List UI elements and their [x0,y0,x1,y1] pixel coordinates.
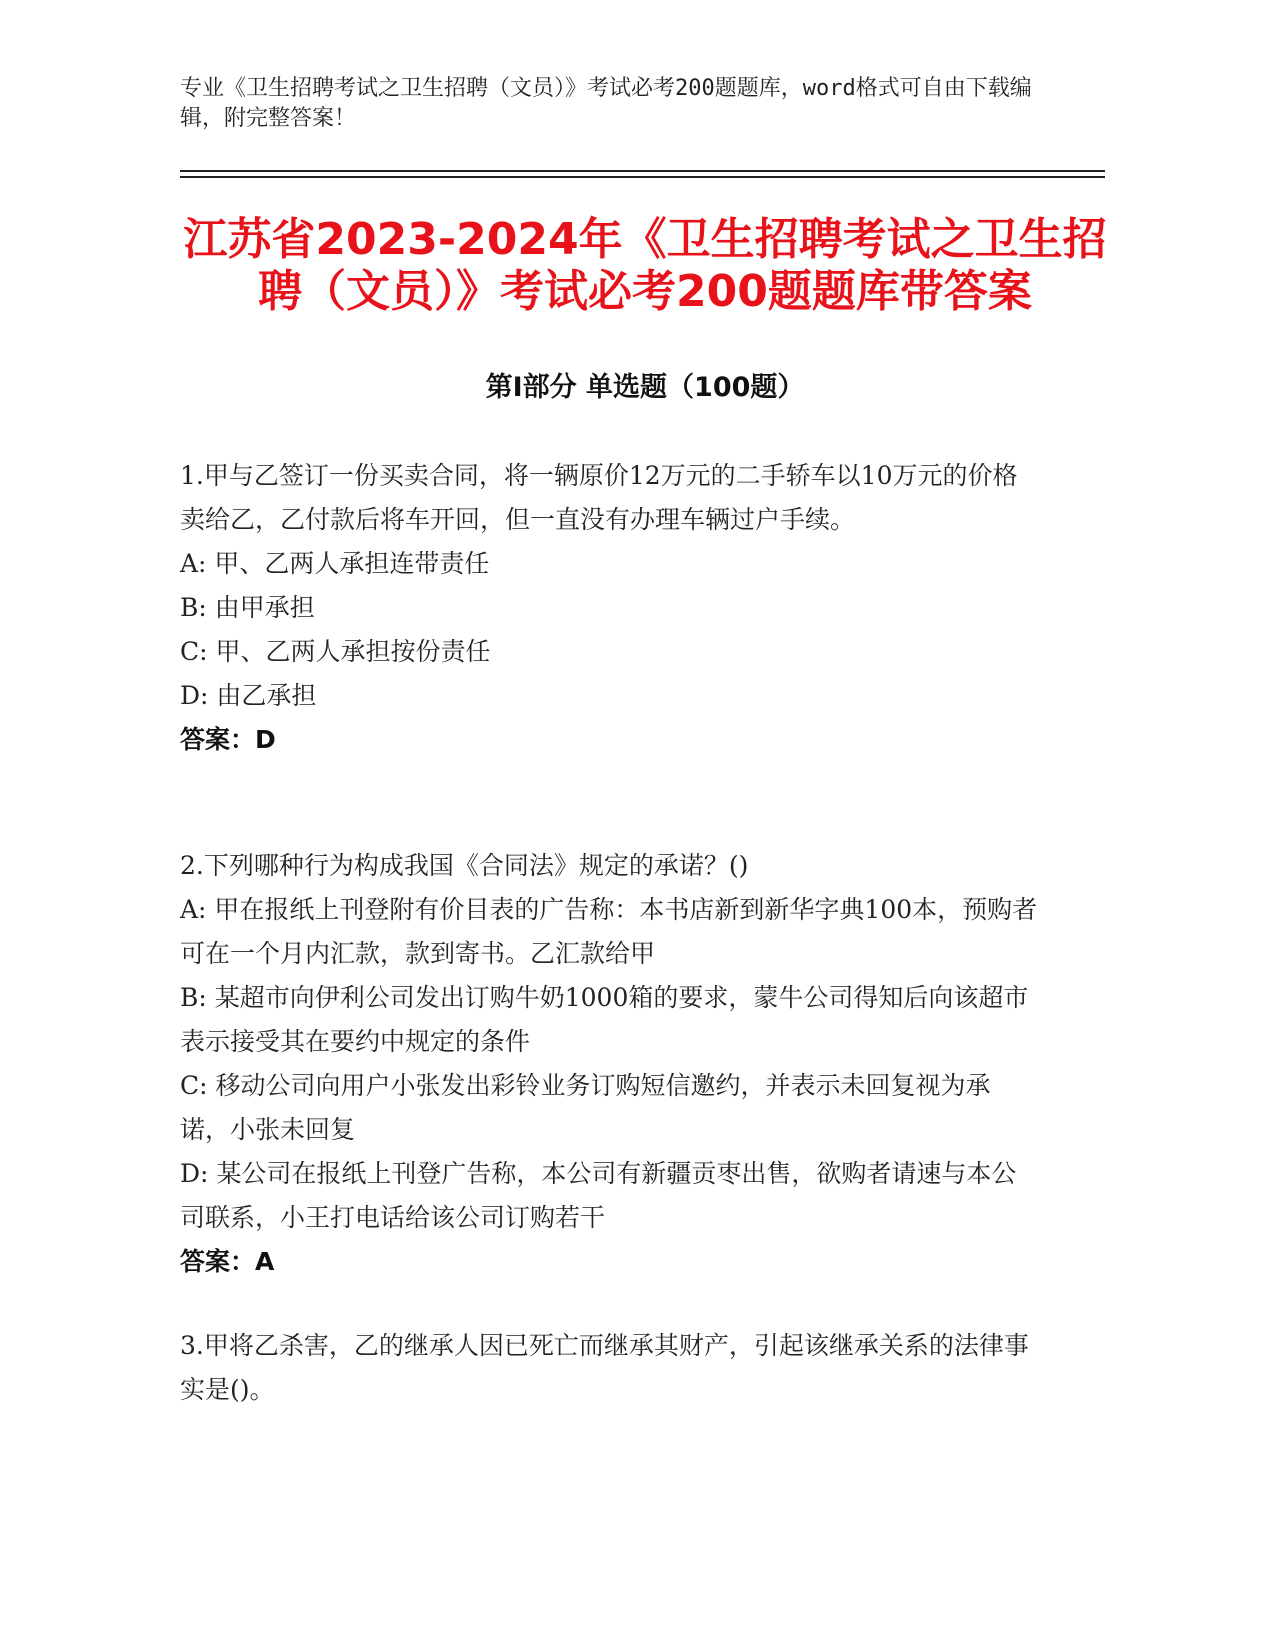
option-b: B: 某超市向伊利公司发出订购牛奶1000箱的要求，蒙牛公司得知后向该超市表示接受其在要约中规定的条件 [180,983,1029,1056]
option-a: A: 甲在报纸上刊登附有价目表的广告称：本书店新到新华字典100本，预购者可在一个月内汇款，款到寄书。乙汇款给甲 [180,895,1038,968]
header-divider-top [180,170,1105,172]
option-c: C: 甲、乙两人承担按份责任 [180,637,491,666]
question-2 [180,844,1040,1284]
document-title: 江苏省2023-2024年《卫生招聘考试之卫生招聘（文员）》考试必考200题题库带答案 [183,214,1107,317]
question-1 [180,454,1040,762]
header-note: 专业《卫生招聘考试之卫生招聘（文员）》考试必考200题题库，word格式可自由下载编辑，附完整答案！ [180,76,1032,131]
section-title: 第Ⅰ部分 单选题（100题） [485,372,805,403]
question-text: 2.下列哪种行为构成我国《合同法》规定的承诺？() [180,851,749,880]
header-divider-bottom [180,176,1105,178]
option-d: D: 由乙承担 [180,681,317,710]
question-text: 1.甲与乙签订一份买卖合同，将一辆原价12万元的二手轿车以10万元的价格卖给乙，乙付款后将车开回，但一直没有办理车辆过户手续。 [180,461,1018,534]
question-3 [180,1324,1040,1412]
option-c: C: 移动公司向用户小张发出彩铃业务订购短信邀约，并表示未回复视为承诺，小张未回复 [180,1071,991,1144]
option-d: D: 某公司在报纸上刊登广告称，本公司有新疆贡枣出售，欲购者请速与本公司联系，小王打电话给该公司订购若干 [180,1159,1017,1232]
question-text: 3.甲将乙杀害，乙的继承人因已死亡而继承其财产，引起该继承关系的法律事实是()。 [180,1331,1029,1404]
answer: 答案：A [180,1247,275,1276]
answer: 答案：D [180,725,276,754]
option-a: A: 甲、乙两人承担连带责任 [180,549,490,578]
option-b: B: 由甲承担 [180,593,315,622]
